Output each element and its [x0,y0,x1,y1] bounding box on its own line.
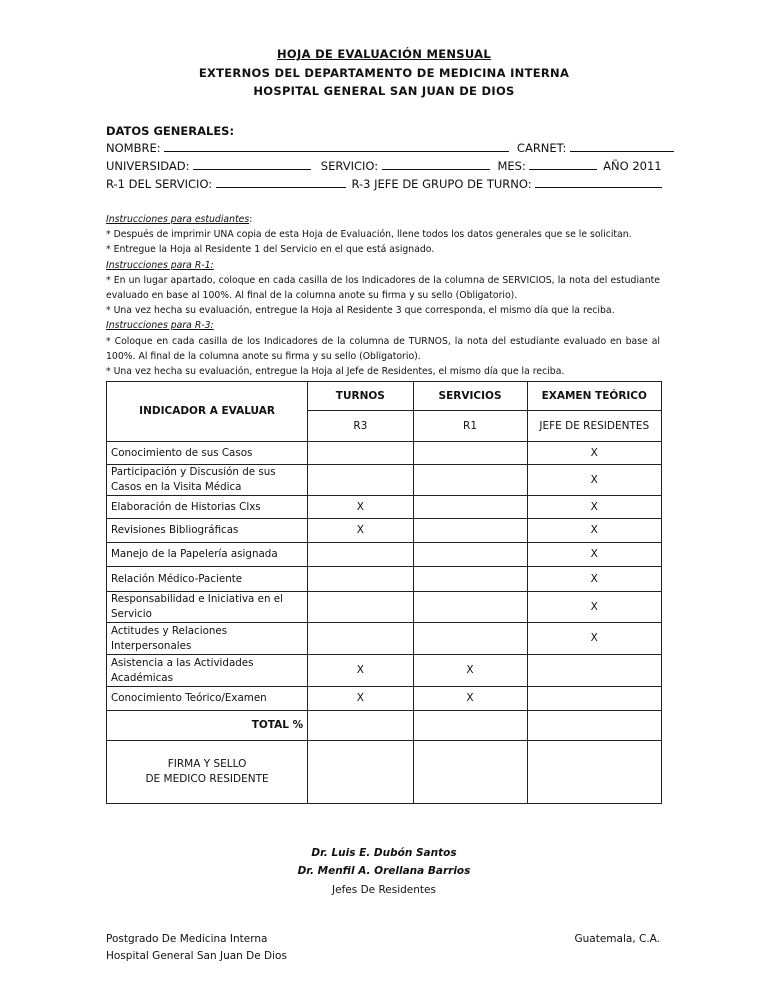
servicios-cell[interactable]: X [413,687,527,711]
nombre-label: NOMBRE: [106,141,161,155]
examen-cell[interactable] [527,687,661,711]
servicios-cell[interactable] [413,465,527,496]
examen-cell[interactable]: X [527,465,661,496]
servicio-label: SERVICIO: [320,159,379,173]
signature-servicios-cell[interactable] [413,741,527,804]
examen-cell[interactable]: X [527,519,661,543]
turnos-cell[interactable]: X [308,496,413,519]
carnet-field[interactable] [570,141,674,152]
indicator-cell: Participación y Discusión de sus Casos en la Visita Médica [107,465,308,496]
r1-label: R-1 DEL SERVICIO: [106,177,213,191]
examen-cell[interactable]: X [527,623,661,655]
servicios-cell[interactable] [413,442,527,465]
table-header-row [107,382,662,411]
footer-location: Guatemala, C.A. [574,933,660,945]
mes-label: MES: [497,159,526,173]
signature-turnos-cell[interactable] [308,741,413,804]
turnos-cell[interactable] [308,592,413,623]
signature-label [107,741,308,804]
indicator-cell: Conocimiento de sus Casos [107,442,308,465]
total-row [107,711,662,741]
signature-label-line-2: DE MEDICO RESIDENTE [145,773,269,785]
table-row [107,519,662,543]
instructions-students-heading: Instrucciones para estudiantes [106,214,250,225]
turnos-cell[interactable]: X [308,687,413,711]
instructions-students-heading-colon: : [249,214,253,225]
examen-cell[interactable]: X [527,567,661,592]
turnos-cell[interactable] [308,567,413,592]
total-examen-cell[interactable] [527,711,661,741]
turnos-cell[interactable] [308,543,413,567]
turnos-column-header: TURNOS [308,382,413,411]
turnos-evaluator: R3 [308,411,413,442]
table-row [107,465,662,496]
signatory-1: Dr. Luis E. Dubón Santos [311,847,457,859]
examen-cell[interactable]: X [527,496,661,519]
signature-examen-cell[interactable] [527,741,661,804]
instruction-r3-2: * Una vez hecha su evaluación, entregue la Hoja al Jefe de Residentes, el mismo día que la reciba. [106,366,565,378]
form-title: HOJA DE EVALUACIÓN MENSUAL [276,47,491,61]
indicator-cell: Asistencia a las Actividades Académicas [107,655,308,687]
indicator-cell: Responsabilidad e Iniciativa en el Servicio [107,592,308,623]
servicios-cell[interactable] [413,543,527,567]
indicator-cell: Manejo de la Papelería asignada [107,543,308,567]
general-data-line-1 [106,141,674,155]
carnet-label: CARNET: [516,141,567,155]
total-label: TOTAL % [107,711,308,741]
mes-field[interactable] [529,159,597,170]
indicator-cell: Relación Médico-Paciente [107,567,308,592]
evaluation-table [106,381,662,804]
footer-hospital: Hospital General San Juan De Dios [106,950,287,962]
table-row [107,442,662,465]
indicator-column-header: INDICADOR A EVALUAR [107,382,308,442]
indicator-cell: Revisiones Bibliográficas [107,519,308,543]
indicator-cell: Conocimiento Teórico/Examen [107,687,308,711]
r1-field[interactable] [216,177,346,188]
examen-evaluator: JEFE DE RESIDENTES [527,411,661,442]
signatory-role: Jefes De Residentes [332,884,436,896]
nombre-field[interactable] [164,141,509,152]
table-row [107,592,662,623]
indicator-cell: Elaboración de Historias Clxs [107,496,308,519]
turnos-cell[interactable]: X [308,519,413,543]
indicator-rows [107,442,662,711]
servicios-cell[interactable]: X [413,655,527,687]
instruction-students-1: * Después de imprimir UNA copia de esta Hoja de Evaluación, llene todos los datos generales que se le solicitan. [106,229,632,241]
servicios-evaluator: R1 [413,411,527,442]
turnos-cell[interactable] [308,623,413,655]
servicios-cell[interactable] [413,592,527,623]
servicios-cell[interactable] [413,496,527,519]
instructions-r3-heading: Instrucciones para R-3: [106,320,214,332]
general-data-heading: DATOS GENERALES: [106,124,235,138]
r3-label: R-3 JEFE DE GRUPO DE TURNO: [351,177,532,191]
r3-field[interactable] [535,177,662,188]
instruction-r3-1: * Coloque en cada casilla de los Indicadores de la columna de TURNOS, la nota del estudiante evaluado en base al 100%. Al final de la columna anote su firma y su sello (Obligatorio). [106,335,660,362]
servicios-cell[interactable] [413,623,527,655]
instructions-r1-heading: Instrucciones para R-1: [106,259,214,271]
form-subtitle-hospital: HOSPITAL GENERAL SAN JUAN DE DIOS [253,84,515,98]
instruction-r1-2: * Una vez hecha su evaluación, entregue la Hoja al Residente 3 que corresponda, el mismo día que la reciba. [106,305,615,317]
signature-row [107,741,662,804]
total-turnos-cell[interactable] [308,711,413,741]
universidad-label: UNIVERSIDAD: [106,159,190,173]
servicios-cell[interactable] [413,567,527,592]
table-row [107,623,662,655]
footer-program: Postgrado De Medicina Interna [106,933,268,945]
turnos-cell[interactable] [308,465,413,496]
turnos-cell[interactable]: X [308,655,413,687]
servicio-field[interactable] [382,159,490,170]
indicator-cell: Actitudes y Relaciones Interpersonales [107,623,308,655]
examen-cell[interactable]: X [527,592,661,623]
examen-cell[interactable] [527,655,661,687]
examen-cell[interactable]: X [527,543,661,567]
table-row [107,687,662,711]
table-row [107,543,662,567]
general-data-line-2 [106,159,662,173]
table-row [107,496,662,519]
anio-label: AÑO 2011 [603,159,662,173]
instruction-students-2: * Entregue la Hoja al Residente 1 del Servicio en el que está asignado. [106,244,435,256]
table-row [107,567,662,592]
instruction-r1-1: * En un lugar apartado, coloque en cada casilla de los Indicadores de la columna de SERVICIOS, la nota del estudiante evaluado en base al 100%. Al final de la columna anote su firma y su sello (Obligatorio). [106,274,660,302]
examen-column-header: EXAMEN TEÓRICO [527,382,661,411]
universidad-field[interactable] [193,159,311,170]
servicios-cell[interactable] [413,519,527,543]
total-servicios-cell[interactable] [413,711,527,741]
general-data-line-3 [106,177,662,191]
servicios-column-header: SERVICIOS [413,382,527,411]
turnos-cell[interactable] [308,442,413,465]
signatory-2: Dr. Menfil A. Orellana Barrios [297,865,471,877]
examen-cell[interactable]: X [527,442,661,465]
signature-label-line-1: FIRMA Y SELLO [167,758,247,770]
instructions-block [106,212,660,379]
table-row [107,655,662,687]
form-subtitle-department: EXTERNOS DEL DEPARTAMENTO DE MEDICINA INTERNA [198,66,570,80]
